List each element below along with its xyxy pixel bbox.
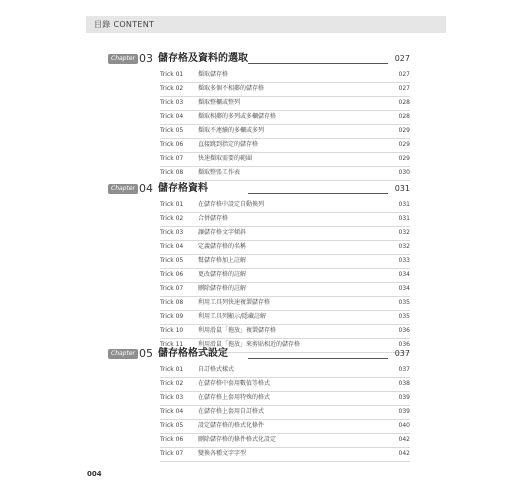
trick-page: 028 [398,99,410,106]
trick-row[interactable] [160,227,410,241]
trick-page: 033 [398,257,410,264]
trick-title: 在儲存格上套用自訂格式 [198,408,265,415]
trick-row[interactable] [160,392,410,406]
chapter-number: 04 [139,182,153,195]
chapter-badge: Chapter [108,349,138,359]
trick-number: Trick 11 [160,341,184,348]
chapter-section [108,347,410,462]
trick-number: Trick 03 [160,99,184,106]
trick-number: Trick 08 [160,169,184,176]
trick-page: 029 [398,127,410,134]
trick-title: 在儲存格上套用特殊的格式 [198,394,271,401]
trick-row[interactable] [160,297,410,311]
trick-number: Trick 06 [160,271,184,278]
trick-number: Trick 03 [160,394,184,401]
trick-number: Trick 08 [160,299,184,306]
trick-number: Trick 05 [160,422,184,429]
trick-row[interactable] [160,111,410,125]
trick-page: 034 [398,271,410,278]
trick-number: Trick 09 [160,313,184,320]
trick-page: 038 [398,380,410,387]
trick-number: Trick 07 [160,450,184,457]
trick-title: 擷取多個不相鄰的儲存格 [198,85,265,92]
trick-title: 利用滑鼠「拖放」來剪貼相近的儲存格 [198,341,301,348]
trick-page: 029 [398,155,410,162]
trick-title: 利用工具列顯示/隱藏註解 [198,313,267,320]
trick-row[interactable] [160,255,410,269]
trick-row[interactable] [160,83,410,97]
trick-title: 擷取相鄰的多列或多欄儲存格 [198,113,277,120]
trick-number: Trick 01 [160,201,184,208]
chapter-section [108,52,410,181]
header-title: 目錄 CONTENT [94,20,155,29]
chapter-title: 儲存格及資料的選取 [158,53,248,64]
trick-page: 035 [398,299,410,306]
trick-list [108,364,410,462]
trick-row[interactable] [160,283,410,297]
trick-title: 更改儲存格的註解 [198,271,247,278]
trick-page: 027 [398,85,410,92]
trick-title: 定義儲存格的名稱 [198,243,247,250]
chapter-number: 05 [139,347,153,360]
trick-row[interactable] [160,448,410,462]
trick-title: 合併儲存格 [198,215,229,222]
trick-page: 032 [398,229,410,236]
chapter-heading[interactable] [108,182,410,196]
trick-number: Trick 06 [160,436,184,443]
chapter-badge: Chapter [108,184,138,194]
trick-row[interactable] [160,69,410,83]
trick-page: 035 [398,313,410,320]
trick-title: 刪除儲存格的註解 [198,285,247,292]
trick-row[interactable] [160,213,410,227]
trick-title: 在儲存格中設定自動換列 [198,201,265,208]
trick-title: 變換各種文字字型 [198,450,247,457]
dot-leader [248,193,388,194]
trick-page: 039 [398,408,410,415]
trick-page: 031 [398,201,410,208]
trick-row[interactable] [160,364,410,378]
trick-number: Trick 04 [160,113,184,120]
trick-title: 利用工具列快速複製儲存格 [198,299,271,306]
trick-row[interactable] [160,241,410,255]
trick-row[interactable] [160,378,410,392]
trick-title: 自訂格式樣式 [198,366,235,373]
trick-page: 037 [398,366,410,373]
trick-title: 快速擷取需要的範圍 [198,155,253,162]
trick-row[interactable] [160,199,410,213]
trick-number: Trick 02 [160,215,184,222]
trick-row[interactable] [160,153,410,167]
trick-title: 利用滑鼠「拖放」複製儲存格 [198,327,277,334]
dot-leader [248,63,388,64]
trick-number: Trick 01 [160,71,184,78]
trick-page: 039 [398,394,410,401]
trick-page: 031 [398,215,410,222]
trick-row[interactable] [160,434,410,448]
trick-row[interactable] [160,420,410,434]
chapter-page: 027 [394,54,410,63]
trick-page: 028 [398,113,410,120]
trick-number: Trick 03 [160,229,184,236]
trick-page: 042 [398,450,410,457]
dot-leader [248,358,388,359]
trick-row[interactable] [160,311,410,325]
trick-title: 設定儲存格的格式化條件 [198,422,265,429]
trick-page: 029 [398,141,410,148]
chapter-badge: Chapter [108,54,138,64]
trick-page: 034 [398,285,410,292]
trick-title: 讓儲存格文字傾斜 [198,229,247,236]
trick-title: 在儲存格中套用數值等格式 [198,380,271,387]
trick-page: 042 [398,436,410,443]
trick-number: Trick 07 [160,285,184,292]
chapter-heading[interactable] [108,347,410,361]
trick-row[interactable] [160,139,410,153]
trick-title: 幫儲存格加上註解 [198,257,247,264]
trick-number: Trick 02 [160,380,184,387]
trick-title: 擷取不連續的多欄或多列 [198,127,265,134]
chapter-section [108,182,410,353]
trick-title: 刪除儲存格的條件格式化設定 [198,436,277,443]
page-number: 004 [87,470,102,478]
trick-number: Trick 05 [160,257,184,264]
trick-row[interactable] [160,125,410,139]
trick-number: Trick 01 [160,366,184,373]
trick-row[interactable] [160,269,410,283]
trick-row[interactable] [160,406,410,420]
trick-list [108,199,410,353]
trick-number: Trick 07 [160,155,184,162]
trick-number: Trick 04 [160,243,184,250]
chapter-page: 031 [394,184,410,193]
trick-title: 直接跳到指定的儲存格 [198,141,259,148]
chapter-title: 儲存格資料 [158,183,208,194]
trick-title: 擷取整張工作表 [198,169,241,176]
trick-list [108,69,410,181]
chapter-title: 儲存格格式設定 [158,348,228,359]
trick-number: Trick 05 [160,127,184,134]
trick-page: 040 [398,422,410,429]
trick-number: Trick 04 [160,408,184,415]
chapter-number: 03 [139,52,153,65]
trick-page: 036 [398,341,410,348]
trick-number: Trick 02 [160,85,184,92]
trick-row[interactable] [160,325,410,339]
trick-page: 032 [398,243,410,250]
trick-row[interactable] [160,167,410,181]
chapter-page: 037 [394,349,410,358]
trick-title: 擷取整欄或整列 [198,99,241,106]
trick-row[interactable] [160,97,410,111]
trick-page: 030 [398,169,410,176]
trick-number: Trick 06 [160,141,184,148]
trick-page: 036 [398,327,410,334]
trick-number: Trick 10 [160,327,184,334]
trick-title: 擷取儲存格 [198,71,229,78]
trick-page: 027 [398,71,410,78]
chapter-heading[interactable] [108,52,410,66]
